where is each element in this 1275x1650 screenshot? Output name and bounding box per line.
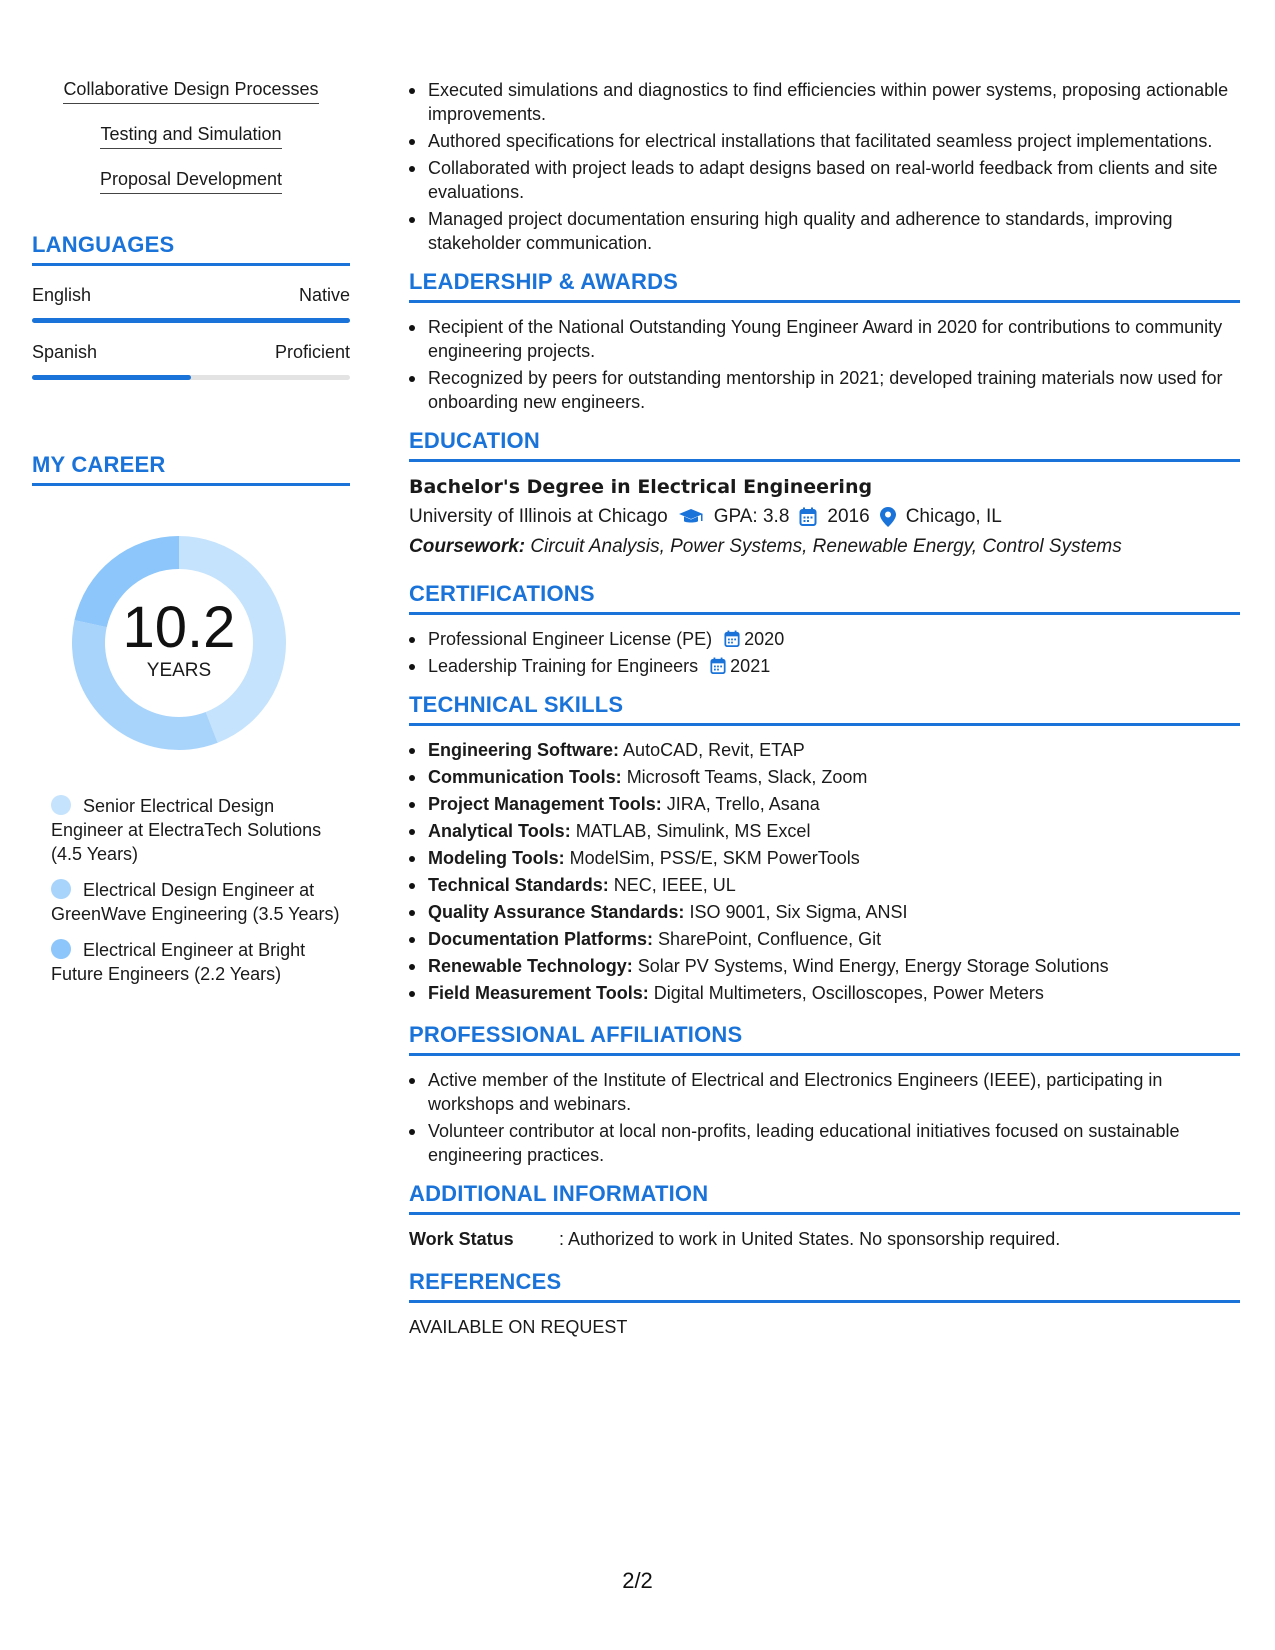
- experience-bullet: Executed simulations and diagnostics to find efficiencies within power systems, proposing actionable improvements.: [409, 78, 1240, 126]
- skill-item: [409, 765, 1240, 789]
- left-column: [32, 78, 350, 998]
- coursework-label: Coursework:: [409, 536, 526, 557]
- career-legend: [51, 794, 341, 986]
- skills-list: [409, 738, 1240, 1005]
- language-bar: [32, 318, 350, 323]
- experience-bullet: Authored specifications for electrical installations that facilitated seamless project implementations.: [409, 129, 1240, 153]
- skill-item: [409, 927, 1240, 951]
- affiliation-item: Active member of the Institute of Electrical and Electronics Engineers (IEEE), participating in workshops and webinars.: [409, 1068, 1240, 1116]
- affiliations-heading: PROFESSIONAL AFFILIATIONS: [409, 1022, 1240, 1056]
- legend-dot: [51, 879, 71, 899]
- skill-label: Renewable Technology:: [428, 956, 633, 976]
- language-level: Native: [298, 285, 350, 305]
- education-school: University of Illinois at Chicago: [409, 506, 668, 527]
- language-name: English: [32, 285, 92, 305]
- career-total-years: 10.2: [122, 595, 236, 660]
- leadership-item: Recipient of the National Outstanding Young Engineer Award in 2020 for contributions to community engineering projects.: [409, 315, 1240, 363]
- career-legend-item: Electrical Design Engineer at GreenWave Engineering (3.5 Years): [51, 880, 340, 924]
- certification-year: 2020: [744, 629, 785, 649]
- skill-item: [409, 981, 1240, 1005]
- skill-value: SharePoint, Confluence, Git: [658, 929, 882, 949]
- education-details: [409, 503, 1240, 531]
- work-status-label: Work Status: [409, 1229, 514, 1249]
- skill-label: Project Management Tools:: [428, 794, 662, 814]
- skill-item: [409, 873, 1240, 897]
- skill-label: Technical Standards:: [428, 875, 609, 895]
- skill-label: Field Measurement Tools:: [428, 983, 649, 1003]
- language-spanish: [32, 341, 350, 380]
- calendar-icon: [724, 630, 740, 648]
- certification-item: Professional Engineer License (PE) 2020: [409, 627, 1240, 651]
- calendar-icon: [710, 657, 726, 675]
- career-legend-item: Electrical Engineer at Bright Future Engineers (2.2 Years): [51, 940, 306, 984]
- skill-value: AutoCAD, Revit, ETAP: [623, 740, 805, 760]
- skill-value: Solar PV Systems, Wind Energy, Energy Storage Solutions: [637, 956, 1109, 976]
- leadership-list: [409, 315, 1240, 414]
- language-bar-fill: [32, 375, 191, 380]
- additional-heading: ADDITIONAL INFORMATION: [409, 1181, 1240, 1215]
- certifications-list: [409, 627, 1240, 678]
- skill-label: Modeling Tools:: [428, 848, 565, 868]
- skill-value: Digital Multimeters, Oscilloscopes, Power Meters: [653, 983, 1044, 1003]
- skill-label: Communication Tools:: [428, 767, 622, 787]
- skill-value: JIRA, Trello, Asana: [666, 794, 820, 814]
- work-status-row: [409, 1227, 1240, 1251]
- skill-label: Engineering Software:: [428, 740, 620, 760]
- page-number: 2/2: [622, 1568, 653, 1593]
- right-column: [409, 78, 1240, 1339]
- coursework-value: Circuit Analysis, Power Systems, Renewable Energy, Control Systems: [530, 536, 1122, 557]
- skill-item: [409, 954, 1240, 978]
- legend-dot: [51, 939, 71, 959]
- leadership-item: Recognized by peers for outstanding mentorship in 2021; developed training materials now used for onboarding new engineers.: [409, 366, 1240, 414]
- strength-item: Proposal Development: [32, 168, 350, 194]
- skill-value: ModelSim, PSS/E, SKM PowerTools: [569, 848, 860, 868]
- location-pin-icon: [880, 507, 896, 527]
- skill-value: ISO 9001, Six Sigma, ANSI: [689, 902, 908, 922]
- education-year: 2016: [827, 506, 870, 527]
- certification-item: Leadership Training for Engineers 2021: [409, 654, 1240, 678]
- skill-item: [409, 900, 1240, 924]
- strength-item: Collaborative Design Processes: [32, 78, 350, 104]
- graduation-cap-icon: [678, 508, 704, 526]
- career-heading: MY CAREER: [32, 452, 350, 486]
- affiliation-item: Volunteer contributor at local non-profits, leading educational initiatives focused on sustainable engineering practices.: [409, 1119, 1240, 1167]
- certification-year: 2021: [730, 656, 771, 676]
- experience-bullets: [409, 78, 1240, 255]
- skill-item: [409, 846, 1240, 870]
- references-text: AVAILABLE ON REQUEST: [409, 1317, 628, 1337]
- calendar-icon: [799, 507, 817, 527]
- work-status-value: : Authorized to work in United States. No sponsorship required.: [559, 1229, 1061, 1249]
- career-legend-item: Senior Electrical Design Engineer at ElectraTech Solutions (4.5 Years): [51, 796, 322, 864]
- education-coursework: [409, 533, 1240, 561]
- skill-label: Documentation Platforms:: [428, 929, 654, 949]
- language-bar-fill: [32, 318, 350, 323]
- skill-item: [409, 819, 1240, 843]
- skill-item: [409, 738, 1240, 762]
- experience-bullet: Collaborated with project leads to adapt designs based on real-world feedback from clients and site evaluations.: [409, 156, 1240, 204]
- career-unit: YEARS: [146, 660, 212, 681]
- skills-heading: TECHNICAL SKILLS: [409, 692, 1240, 726]
- skill-value: Microsoft Teams, Slack, Zoom: [626, 767, 868, 787]
- affiliations-list: [409, 1068, 1240, 1167]
- skill-value: NEC, IEEE, UL: [613, 875, 736, 895]
- language-level: Proficient: [274, 342, 350, 362]
- education-location: Chicago, IL: [905, 506, 1002, 527]
- strength-item: Testing and Simulation: [32, 123, 350, 149]
- education-heading: EDUCATION: [409, 428, 1240, 462]
- certifications-heading: CERTIFICATIONS: [409, 581, 1240, 615]
- language-name: Spanish: [32, 342, 98, 362]
- strengths-list: [32, 78, 350, 194]
- experience-bullet: Managed project documentation ensuring high quality and adherence to standards, improving stakeholder communication.: [409, 207, 1240, 255]
- education-gpa: GPA: 3.8: [713, 506, 790, 527]
- languages-heading: LANGUAGES: [32, 232, 350, 266]
- language-bar: [32, 375, 350, 380]
- skill-value: MATLAB, Simulink, MS Excel: [575, 821, 811, 841]
- career-donut-chart: [64, 528, 294, 758]
- skill-label: Analytical Tools:: [428, 821, 571, 841]
- skill-item: [409, 792, 1240, 816]
- leadership-heading: LEADERSHIP & AWARDS: [409, 269, 1240, 303]
- language-english: [32, 284, 350, 323]
- legend-dot: [51, 795, 71, 815]
- skill-label: Quality Assurance Standards:: [428, 902, 685, 922]
- education-degree: Bachelor's Degree in Electrical Engineering: [409, 476, 873, 498]
- references-heading: REFERENCES: [409, 1269, 1240, 1303]
